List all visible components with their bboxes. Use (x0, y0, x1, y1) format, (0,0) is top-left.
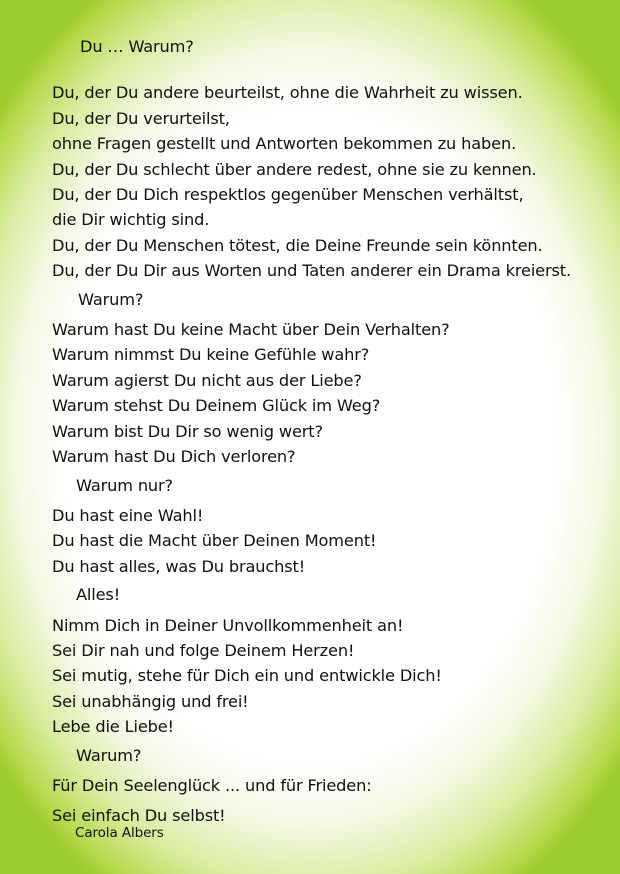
poem-line: Du hast alles, was Du brauchst! (52, 556, 306, 576)
stanza-1 (52, 80, 612, 283)
poem-title: Du … Warum? (80, 37, 194, 56)
poem (52, 34, 612, 829)
poem-line: Warum hast Du Dich verloren? (52, 447, 296, 467)
stanza-4 (52, 613, 612, 740)
closing-line: Für Dein Seelenglück ... und für Frieden: (52, 775, 372, 795)
poem-line: Du, der Du Dich respektlos gegenüber Menschen verhältst, (52, 185, 524, 205)
closing-line: Sei einfach Du selbst! (52, 806, 226, 826)
poem-line: Du hast eine Wahl! (52, 505, 204, 525)
refrain-warum-nur: Warum nur? (76, 475, 173, 495)
poem-line: ohne Fragen gestellt und Antworten bekommen zu haben. (52, 134, 517, 154)
poem-line: Du, der Du Menschen tötest, die Deine Freunde sein könnten. (52, 235, 543, 255)
poem-line: Nimm Dich in Deiner Unvollkommenheit an! (52, 615, 404, 635)
poem-line: Warum nimmst Du keine Gefühle wahr? (52, 345, 370, 365)
poem-line: Warum stehst Du Deinem Glück im Weg? (52, 396, 381, 416)
poem-line: die Dir wichtig sind. (52, 210, 210, 230)
poem-line: Sei Dir nah und folge Deinem Herzen! (52, 640, 355, 660)
refrain-warum: Warum? (78, 289, 144, 309)
poem-line: Warum agierst Du nicht aus der Liebe? (52, 370, 362, 390)
poem-line: Du hast die Macht über Deinen Moment! (52, 531, 377, 551)
refrain-alles: Alles! (76, 585, 121, 605)
poem-line: Warum hast Du keine Macht über Dein Verhalten? (52, 320, 450, 340)
stanza-3 (52, 503, 612, 579)
poem-line: Sei unabhängig und frei! (52, 691, 249, 711)
poem-line: Lebe die Liebe! (52, 717, 174, 737)
stanza-2 (52, 317, 612, 469)
closing-stanza (52, 773, 612, 829)
poem-line: Warum bist Du Dir so wenig wert? (52, 421, 323, 441)
refrain-warum-final: Warum? (76, 745, 142, 765)
poem-line: Du, der Du andere beurteilst, ohne die Wahrheit zu wissen. (52, 83, 523, 103)
poem-line: Du, der Du Dir aus Worten und Taten anderer ein Drama kreierst. (52, 261, 571, 281)
poem-line: Du, der Du schlecht über andere redest, ohne sie zu kennen. (52, 159, 537, 179)
author-signature: Carola Albers (75, 825, 164, 841)
poem-line: Sei mutig, stehe für Dich ein und entwickle Dich! (52, 666, 442, 686)
poem-line: Du, der Du verurteilst, (52, 108, 230, 128)
